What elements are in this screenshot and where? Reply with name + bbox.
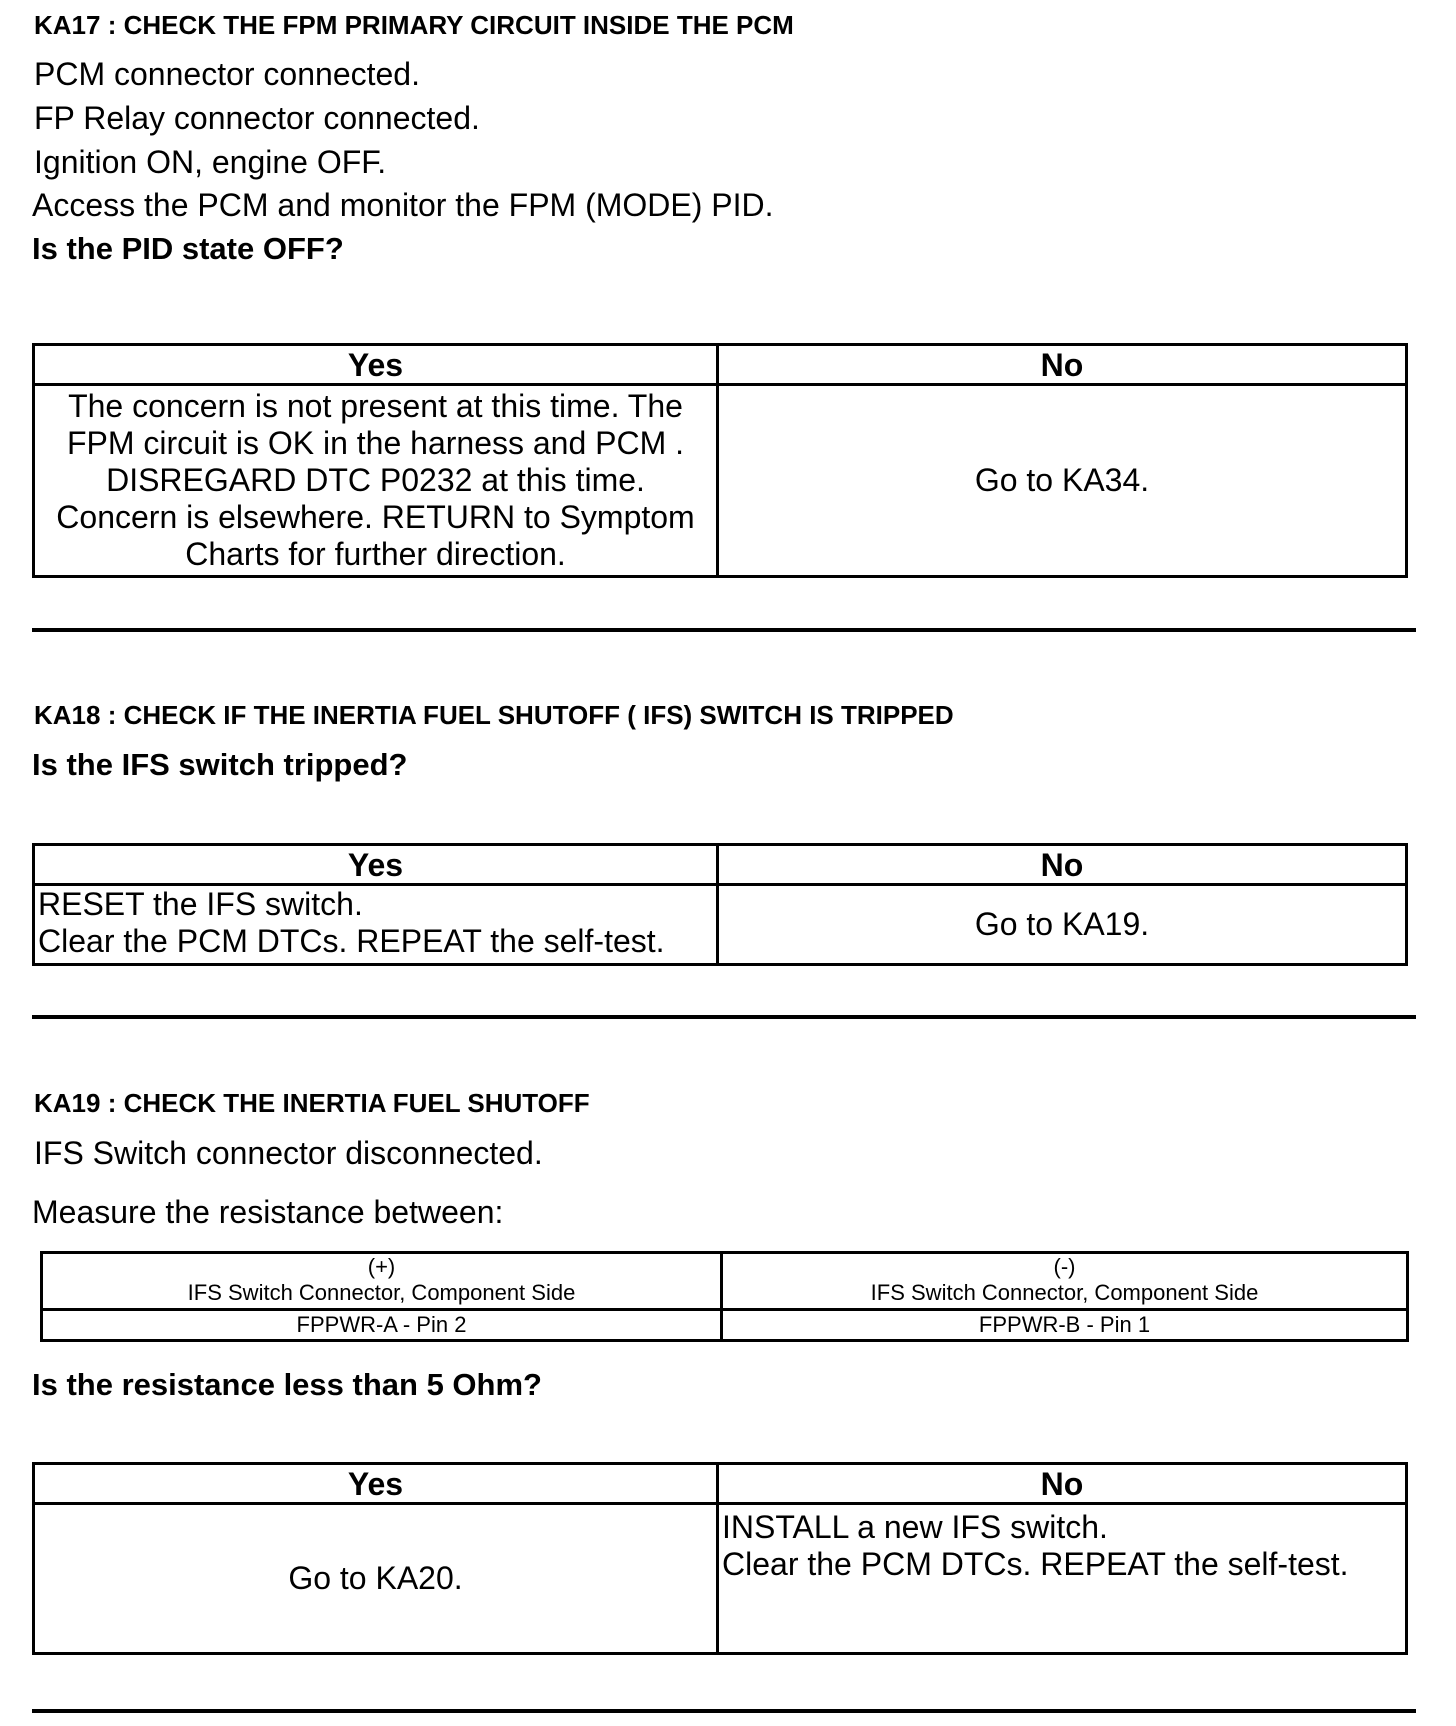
ka19-no-cell bbox=[718, 1504, 1407, 1654]
ka18-result-table bbox=[32, 843, 1408, 966]
ka19-yes-cell: Go to KA20. bbox=[34, 1504, 718, 1654]
ka17-yes-line: The concern is not present at this time. The bbox=[68, 388, 683, 424]
ka18-yes-line: RESET the IFS switch. bbox=[38, 886, 363, 922]
ka17-yes-header: Yes bbox=[34, 345, 718, 385]
ka17-yes-line: Charts for further direction. bbox=[185, 536, 566, 572]
measure-minus-pin: FPPWR-B - Pin 1 bbox=[722, 1310, 1408, 1341]
ka18-yes-line: Clear the PCM DTCs. REPEAT the self-test. bbox=[38, 923, 665, 959]
ka19-measure-table bbox=[40, 1251, 1409, 1342]
plus-symbol: (+) bbox=[367, 1254, 396, 1279]
ka17-heading: KA17 : CHECK THE FPM PRIMARY CIRCUIT INSIDE THE PCM bbox=[34, 10, 794, 40]
ka17-step-2: FP Relay connector connected. bbox=[34, 100, 480, 136]
ka17-result-table bbox=[32, 343, 1408, 578]
ka19-heading: KA19 : CHECK THE INERTIA FUEL SHUTOFF bbox=[34, 1088, 590, 1118]
ka19-no-line: Clear the PCM DTCs. REPEAT the self-test. bbox=[722, 1546, 1349, 1582]
ka19-yes-header: Yes bbox=[34, 1464, 718, 1504]
ka19-no-line: INSTALL a new IFS switch. bbox=[722, 1509, 1108, 1545]
ka19-step-1: IFS Switch connector disconnected. bbox=[34, 1135, 543, 1171]
ka17-yes-line: DISREGARD DTC P0232 at this time. bbox=[106, 462, 645, 498]
section-divider bbox=[32, 628, 1416, 632]
section-divider bbox=[32, 1709, 1416, 1713]
ka17-yes-cell bbox=[34, 385, 718, 577]
section-divider bbox=[32, 1015, 1416, 1019]
ka17-no-header: No bbox=[718, 345, 1407, 385]
ka19-result-table bbox=[32, 1462, 1408, 1655]
ka18-yes-cell bbox=[34, 885, 718, 965]
ka18-no-header: No bbox=[718, 845, 1407, 885]
measure-plus-pin: FPPWR-A - Pin 2 bbox=[42, 1310, 722, 1341]
ka18-heading: KA18 : CHECK IF THE INERTIA FUEL SHUTOFF ( IFS) SWITCH IS TRIPPED bbox=[34, 700, 954, 730]
plus-label: IFS Switch Connector, Component Side bbox=[187, 1280, 576, 1305]
ka17-step-4: Access the PCM and monitor the FPM (MODE) PID. bbox=[32, 187, 774, 223]
ka18-question: Is the IFS switch tripped? bbox=[32, 747, 408, 782]
ka17-step-1: PCM connector connected. bbox=[34, 56, 420, 92]
ka17-yes-line: FPM circuit is OK in the harness and PCM . bbox=[66, 425, 685, 461]
ka19-step-2: Measure the resistance between: bbox=[32, 1194, 504, 1230]
ka17-no-cell: Go to KA34. bbox=[718, 385, 1407, 577]
ka17-question: Is the PID state OFF? bbox=[32, 231, 344, 266]
ka18-yes-header: Yes bbox=[34, 845, 718, 885]
minus-symbol: (-) bbox=[1053, 1254, 1076, 1279]
ka17-yes-line: Concern is elsewhere. RETURN to Symptom bbox=[56, 499, 695, 535]
measure-minus-header bbox=[722, 1253, 1408, 1310]
ka19-question: Is the resistance less than 5 Ohm? bbox=[32, 1367, 542, 1402]
measure-plus-header bbox=[42, 1253, 722, 1310]
ka18-no-cell: Go to KA19. bbox=[718, 885, 1407, 965]
ka19-no-header: No bbox=[718, 1464, 1407, 1504]
ka17-step-3: Ignition ON, engine OFF. bbox=[34, 144, 387, 180]
minus-label: IFS Switch Connector, Component Side bbox=[870, 1280, 1259, 1305]
